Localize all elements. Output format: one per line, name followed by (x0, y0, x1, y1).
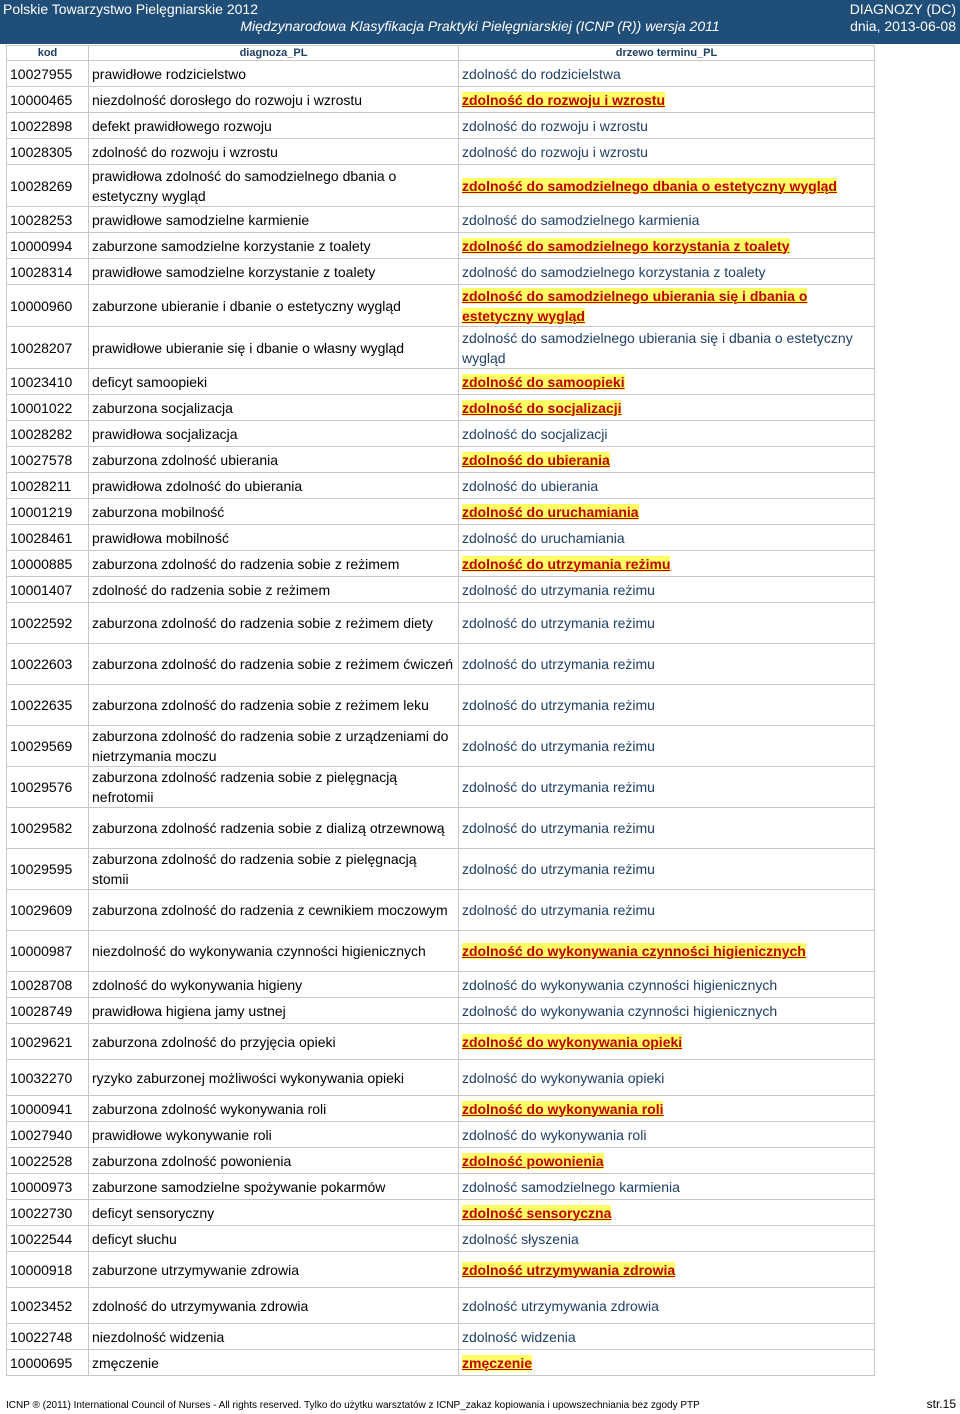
table-row (7, 890, 875, 931)
table-row (7, 421, 875, 447)
column-header-tree: drzewo terminu_PL (459, 46, 875, 61)
cell-tree (459, 1122, 875, 1148)
cell-tree (459, 603, 875, 644)
organization-name: Polskie Towarzystwo Pielęgniarskie 2012 (3, 1, 258, 17)
cell-kod: 10029621 (7, 1024, 89, 1060)
cell-tree (459, 525, 875, 551)
table-row (7, 1122, 875, 1148)
table-row (7, 499, 875, 525)
tree-term: zdolność do rozwoju i wzrostu (462, 143, 648, 160)
cell-tree (459, 1324, 875, 1350)
table-row (7, 849, 875, 890)
cell-diagnoza: niezdolność dorosłego do rozwoju i wzrostu (89, 87, 459, 113)
tree-term: zdolność do utrzymania reżimu (462, 902, 655, 918)
cell-diagnoza: zaburzona zdolność wykonywania roli (89, 1096, 459, 1122)
table-body (7, 61, 875, 1376)
cell-kod: 10000465 (7, 87, 89, 113)
table-row (7, 87, 875, 113)
cell-diagnoza: zaburzone ubieranie i dbanie o estetyczny wygląd (89, 285, 459, 327)
tree-term: zdolność do wykonywania opieki (462, 1069, 665, 1086)
tree-term: zdolność do utrzymania reżimu (462, 861, 655, 877)
cell-tree (459, 1288, 875, 1324)
table-row (7, 767, 875, 808)
cell-tree (459, 285, 875, 327)
tree-term: zdolność do samodzielnego korzystania z toalety (462, 263, 766, 280)
cell-diagnoza: niezdolność widzenia (89, 1324, 459, 1350)
table-row (7, 1350, 875, 1376)
highlighted-tree-term: zdolność do samoopieki (462, 373, 625, 390)
cell-diagnoza: niezdolność do wykonywania czynności higienicznych (89, 931, 459, 972)
cell-tree (459, 685, 875, 726)
cell-kod: 10001219 (7, 499, 89, 525)
highlighted-tree-term: zdolność do socjalizacji (462, 399, 622, 416)
cell-diagnoza: deficyt sensoryczny (89, 1200, 459, 1226)
cell-tree (459, 1226, 875, 1252)
highlighted-tree-term: zdolność do samodzielnego ubierania się i dbania o estetyczny wygląd (462, 287, 808, 324)
table-row (7, 1288, 875, 1324)
cell-kod: 10022898 (7, 113, 89, 139)
highlighted-tree-term: zdolność powonienia (462, 1152, 604, 1169)
cell-diagnoza: deficyt słuchu (89, 1226, 459, 1252)
cell-kod: 10022730 (7, 1200, 89, 1226)
cell-tree (459, 165, 875, 207)
highlighted-tree-term: zdolność do rozwoju i wzrostu (462, 91, 665, 108)
cell-diagnoza: zaburzona zdolność do radzenia sobie z pielęgnacją stomii (89, 849, 459, 890)
cell-tree (459, 421, 875, 447)
tree-term: zdolność do uruchamiania (462, 529, 625, 546)
table-row (7, 473, 875, 499)
cell-kod: 10001022 (7, 395, 89, 421)
table-row (7, 644, 875, 685)
cell-tree (459, 767, 875, 808)
tree-term: zdolność do wykonywania roli (462, 1126, 647, 1143)
cell-kod: 10000960 (7, 285, 89, 327)
table-header-row (7, 46, 875, 61)
cell-diagnoza: defekt prawidłowego rozwoju (89, 113, 459, 139)
category-label: DIAGNOZY (DC) (849, 1, 956, 17)
cell-diagnoza: zaburzona zdolność do radzenia z cewnikiem moczowym (89, 890, 459, 931)
cell-kod: 10028749 (7, 998, 89, 1024)
cell-diagnoza: prawidłowe rodzicielstwo (89, 61, 459, 87)
cell-diagnoza: zaburzone samodzielne korzystanie z toalety (89, 233, 459, 259)
table-row (7, 577, 875, 603)
cell-kod: 10028282 (7, 421, 89, 447)
table-row (7, 285, 875, 327)
cell-diagnoza: zaburzona mobilność (89, 499, 459, 525)
table-row (7, 1324, 875, 1350)
tree-term: zdolność do wykonywania czynności higienicznych (462, 976, 778, 993)
table-row (7, 113, 875, 139)
cell-kod: 10029595 (7, 849, 89, 890)
cell-kod: 10029569 (7, 726, 89, 767)
tree-term: zdolność do utrzymania reżimu (462, 697, 655, 713)
table-row (7, 1200, 875, 1226)
tree-term: zdolność do ubierania (462, 477, 599, 494)
table-row (7, 327, 875, 369)
document-date: dnia, 2013-06-08 (850, 18, 956, 34)
tree-term: zdolność do samodzielnego ubierania się i dbania o estetyczny wygląd (462, 329, 853, 366)
cell-tree (459, 1200, 875, 1226)
cell-tree (459, 207, 875, 233)
cell-diagnoza: zaburzone utrzymywanie zdrowia (89, 1252, 459, 1288)
table-row (7, 165, 875, 207)
tree-term: zdolność do rozwoju i wzrostu (462, 117, 648, 134)
table-row (7, 139, 875, 165)
table-row (7, 1148, 875, 1174)
cell-kod: 10022528 (7, 1148, 89, 1174)
cell-kod: 10027940 (7, 1122, 89, 1148)
cell-tree (459, 1096, 875, 1122)
cell-tree (459, 395, 875, 421)
cell-tree (459, 551, 875, 577)
cell-diagnoza: prawidłowe ubieranie się i dbanie o własny wygląd (89, 327, 459, 369)
cell-kod: 10023452 (7, 1288, 89, 1324)
table-row (7, 233, 875, 259)
cell-diagnoza: zaburzona zdolność radzenia sobie z dializą otrzewnową (89, 808, 459, 849)
tree-term: zdolność do wykonywania czynności higienicznych (462, 1002, 778, 1019)
cell-diagnoza: ryzyko zaburzonej możliwości wykonywania opieki (89, 1060, 459, 1096)
cell-kod: 10028211 (7, 473, 89, 499)
table-row (7, 207, 875, 233)
highlighted-tree-term: zdolność do wykonywania roli (462, 1100, 664, 1117)
cell-diagnoza: prawidłowa socjalizacja (89, 421, 459, 447)
table-row (7, 603, 875, 644)
highlighted-tree-term: zdolność do uruchamiania (462, 503, 639, 520)
tree-term: zdolność do utrzymania reżimu (462, 820, 655, 836)
cell-kod: 10032270 (7, 1060, 89, 1096)
cell-diagnoza: zaburzona zdolność do radzenia sobie z reżimem (89, 551, 459, 577)
cell-kod: 10000973 (7, 1174, 89, 1200)
cell-diagnoza: zaburzona zdolność do przyjęcia opieki (89, 1024, 459, 1060)
classification-title: Międzynarodowa Klasyfikacja Praktyki Pielęgniarskiej (ICNP (R)) wersja 2011 (240, 18, 720, 34)
tree-term: zdolność do utrzymania reżimu (462, 615, 655, 631)
cell-tree (459, 1148, 875, 1174)
page-number: str.15 (926, 1397, 956, 1411)
cell-diagnoza: zdolność do utrzymywania zdrowia (89, 1288, 459, 1324)
cell-tree (459, 890, 875, 931)
cell-kod: 10028269 (7, 165, 89, 207)
tree-term: zdolność do utrzymania reżimu (462, 779, 655, 795)
tree-term: zdolność do socjalizacji (462, 425, 608, 442)
tree-term: zdolność do utrzymania reżimu (462, 738, 655, 754)
table-row (7, 395, 875, 421)
highlighted-tree-term: zdolność do samodzielnego korzystania z toalety (462, 237, 790, 254)
cell-diagnoza: prawidłowa higiena jamy ustnej (89, 998, 459, 1024)
table-row (7, 1252, 875, 1288)
cell-tree (459, 1350, 875, 1376)
highlighted-tree-term: zdolność do wykonywania opieki (462, 1033, 683, 1050)
tree-term: zdolność do rodzicielstwa (462, 65, 621, 82)
cell-kod: 10028708 (7, 972, 89, 998)
cell-diagnoza: zaburzona zdolność do radzenia sobie z urządzeniami do nietrzymania moczu (89, 726, 459, 767)
diagnosis-table (6, 45, 875, 1376)
cell-kod: 10022544 (7, 1226, 89, 1252)
cell-kod: 10000941 (7, 1096, 89, 1122)
tree-term: zdolność widzenia (462, 1328, 576, 1345)
cell-kod: 10029582 (7, 808, 89, 849)
copyright-footer: ICNP ® (2011) International Council of Nurses - All rights reserved. Tylko do użytku warsztatów z ICNP_zakaz kopiowania i upowszechniania bez zgody PTP (6, 1400, 700, 1411)
cell-diagnoza: zdolność do radzenia sobie z reżimem (89, 577, 459, 603)
tree-term: zdolność samodzielnego karmienia (462, 1178, 680, 1195)
cell-tree (459, 1060, 875, 1096)
tree-term: zdolność słyszenia (462, 1230, 579, 1247)
cell-tree (459, 61, 875, 87)
cell-kod: 10028305 (7, 139, 89, 165)
table-row (7, 726, 875, 767)
cell-tree (459, 259, 875, 285)
highlighted-tree-term: zdolność do ubierania (462, 451, 610, 468)
table-row (7, 1226, 875, 1252)
cell-tree (459, 931, 875, 972)
cell-diagnoza: zaburzona zdolność ubierania (89, 447, 459, 473)
cell-tree (459, 113, 875, 139)
table-row (7, 972, 875, 998)
table-row (7, 1174, 875, 1200)
cell-diagnoza: zaburzona zdolność do radzenia sobie z reżimem ćwiczeń (89, 644, 459, 685)
cell-tree (459, 644, 875, 685)
cell-diagnoza: zaburzona zdolność do radzenia sobie z reżimem leku (89, 685, 459, 726)
cell-diagnoza: zdolność do wykonywania higieny (89, 972, 459, 998)
cell-diagnoza: zaburzone samodzielne spożywanie pokarmów (89, 1174, 459, 1200)
cell-diagnoza: prawidłowe samodzielne korzystanie z toalety (89, 259, 459, 285)
table-row (7, 1024, 875, 1060)
cell-kod: 10028253 (7, 207, 89, 233)
tree-term: zdolność do utrzymania reżimu (462, 656, 655, 672)
cell-tree (459, 808, 875, 849)
cell-tree (459, 473, 875, 499)
table-row (7, 447, 875, 473)
tree-term: zdolność utrzymywania zdrowia (462, 1297, 659, 1314)
cell-tree (459, 849, 875, 890)
cell-tree (459, 369, 875, 395)
cell-diagnoza: prawidłowa mobilność (89, 525, 459, 551)
table-row (7, 1060, 875, 1096)
cell-tree (459, 139, 875, 165)
table-row (7, 685, 875, 726)
cell-kod: 10001407 (7, 577, 89, 603)
table-row (7, 369, 875, 395)
cell-tree (459, 1252, 875, 1288)
cell-kod: 10027578 (7, 447, 89, 473)
tree-term: zdolność do samodzielnego karmienia (462, 211, 700, 228)
cell-diagnoza: zaburzona zdolność radzenia sobie z pielęgnacją nefrotomii (89, 767, 459, 808)
table-row (7, 525, 875, 551)
cell-diagnoza: prawidłowa zdolność do ubierania (89, 473, 459, 499)
cell-kod: 10022748 (7, 1324, 89, 1350)
table-row (7, 1096, 875, 1122)
highlighted-tree-term: zdolność do utrzymania reżimu (462, 555, 671, 572)
cell-kod: 10027955 (7, 61, 89, 87)
cell-kod: 10000994 (7, 233, 89, 259)
cell-diagnoza: zmęczenie (89, 1350, 459, 1376)
cell-diagnoza: zaburzona zdolność do radzenia sobie z reżimem diety (89, 603, 459, 644)
cell-tree (459, 998, 875, 1024)
highlighted-tree-term: zdolność sensoryczna (462, 1204, 612, 1221)
cell-tree (459, 233, 875, 259)
cell-kod: 10022635 (7, 685, 89, 726)
cell-tree (459, 447, 875, 473)
column-header-diagnoza: diagnoza_PL (89, 46, 459, 61)
column-header-kod: kod (7, 46, 89, 61)
table-row (7, 551, 875, 577)
highlighted-tree-term: zdolność do wykonywania czynności higienicznych (462, 943, 806, 959)
cell-tree (459, 499, 875, 525)
cell-kod: 10022603 (7, 644, 89, 685)
cell-kod: 10029576 (7, 767, 89, 808)
cell-tree (459, 87, 875, 113)
page-header (0, 0, 960, 44)
highlighted-tree-term: zmęczenie (462, 1354, 533, 1371)
cell-kod: 10028314 (7, 259, 89, 285)
cell-diagnoza: prawidłowe wykonywanie roli (89, 1122, 459, 1148)
cell-kod: 10023410 (7, 369, 89, 395)
cell-tree (459, 1024, 875, 1060)
table-row (7, 931, 875, 972)
cell-kod: 10029609 (7, 890, 89, 931)
table-row (7, 259, 875, 285)
cell-tree (459, 327, 875, 369)
cell-diagnoza: prawidłowa zdolność do samodzielnego dbania o estetyczny wygląd (89, 165, 459, 207)
cell-tree (459, 1174, 875, 1200)
cell-diagnoza: zdolność do rozwoju i wzrostu (89, 139, 459, 165)
cell-kod: 10000695 (7, 1350, 89, 1376)
cell-kod: 10000987 (7, 931, 89, 972)
cell-diagnoza: zaburzona socjalizacja (89, 395, 459, 421)
highlighted-tree-term: zdolność do samodzielnego dbania o estetyczny wygląd (462, 177, 837, 194)
cell-tree (459, 726, 875, 767)
cell-tree (459, 972, 875, 998)
cell-diagnoza: deficyt samoopieki (89, 369, 459, 395)
cell-diagnoza: prawidłowe samodzielne karmienie (89, 207, 459, 233)
cell-kod: 10028461 (7, 525, 89, 551)
cell-tree (459, 577, 875, 603)
cell-kod: 10022592 (7, 603, 89, 644)
table-row (7, 998, 875, 1024)
table-row (7, 61, 875, 87)
table-row (7, 808, 875, 849)
cell-kod: 10028207 (7, 327, 89, 369)
tree-term: zdolność do utrzymania reżimu (462, 581, 655, 598)
cell-kod: 10000885 (7, 551, 89, 577)
highlighted-tree-term: zdolność utrzymywania zdrowia (462, 1261, 676, 1278)
cell-kod: 10000918 (7, 1252, 89, 1288)
cell-diagnoza: zaburzona zdolność powonienia (89, 1148, 459, 1174)
